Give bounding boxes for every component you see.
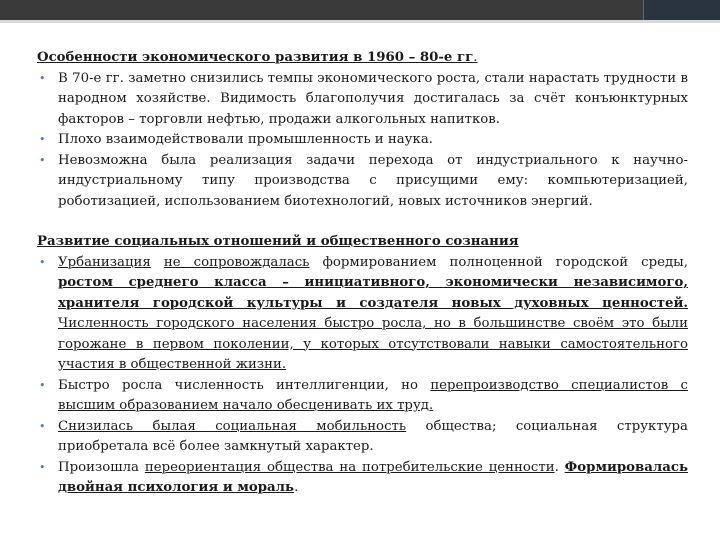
bullet-icon: • — [39, 71, 46, 85]
list-item — [37, 69, 688, 131]
text-run: Урбанизация — [58, 254, 151, 270]
bullet-icon: • — [39, 419, 46, 433]
text-run: . — [294, 480, 299, 495]
text-run: Быстро росла численность интеллигенции, но — [58, 377, 431, 393]
section2-heading-text: Развитие социальных отношений и общественного сознания — [37, 234, 519, 249]
bullet-icon: • — [39, 133, 46, 146]
list-item — [37, 417, 688, 458]
text-run: Произошла — [58, 459, 145, 475]
text-run: Снизилась былая социальная мобильность — [58, 418, 407, 434]
list-item-text: В 70-е гг. заметно снизились темпы экономического роста, стали нарастать трудности в народном хозяйстве. Видимость благополучия достигалась за счёт конъюнктурных факторов – торговли нефтью, продажи алкогольных напитков. — [58, 70, 688, 127]
text-run: перепроизводство специалистов с высшим образованием начало обесценивать их труд. — [58, 377, 688, 413]
bullet-icon: • — [39, 153, 46, 167]
section2-list — [37, 253, 688, 499]
slide-content — [37, 48, 688, 499]
section1-list — [37, 69, 688, 213]
list-item — [37, 253, 688, 376]
text-run: переориентация общества на потребительские ценности — [144, 459, 555, 475]
list-item — [37, 151, 688, 213]
section2-heading — [37, 232, 688, 253]
text-run: Формировалась двойная психология и мораль — [58, 459, 688, 495]
bullet-icon: • — [39, 460, 46, 474]
section1-heading-tail: . — [473, 50, 478, 65]
list-item-text: Невозможна была реализация задачи перехода от индустриального к научно-индустриальному типу производства с присущими ему: компьютеризацией, роботизацией, использованием биотехнологий, новых источников энергий. — [58, 152, 688, 209]
list-item-text: Плохо взаимодействовали промышленность и наука. — [58, 132, 433, 147]
bullet-icon: • — [39, 255, 46, 269]
slide-top-accent-line — [0, 20, 720, 23]
text-run: не сопровождалась — [163, 254, 310, 270]
text-run: общества; социальная структура приобретала всё более замкнутый характер. — [58, 418, 688, 454]
list-item — [37, 458, 688, 499]
text-run: . — [554, 459, 565, 475]
text-run — [151, 255, 164, 270]
text-run: формированием полноценной городской среды, — [309, 254, 688, 270]
bullet-icon: • — [39, 378, 46, 392]
section-spacer — [37, 212, 688, 232]
slide-corner-block — [643, 0, 720, 20]
text-run: ростом среднего класса – инициативного, экономически независимого, хранителя городской культуры и создателя новых духовных ценностей. — [58, 275, 688, 311]
list-item — [37, 376, 688, 417]
section1-heading-text: Особенности экономического развития в 1960 – 80-е гг — [37, 50, 474, 65]
slide-top-bar — [0, 0, 720, 20]
section1-heading — [37, 48, 688, 69]
list-item — [37, 130, 688, 151]
text-run: Численность городского населения быстро росла, но в большинстве своём это были горожане в первом поколении, у которых отсутствовали навыки самостоятельного участия в общественной жизни. — [58, 316, 688, 372]
